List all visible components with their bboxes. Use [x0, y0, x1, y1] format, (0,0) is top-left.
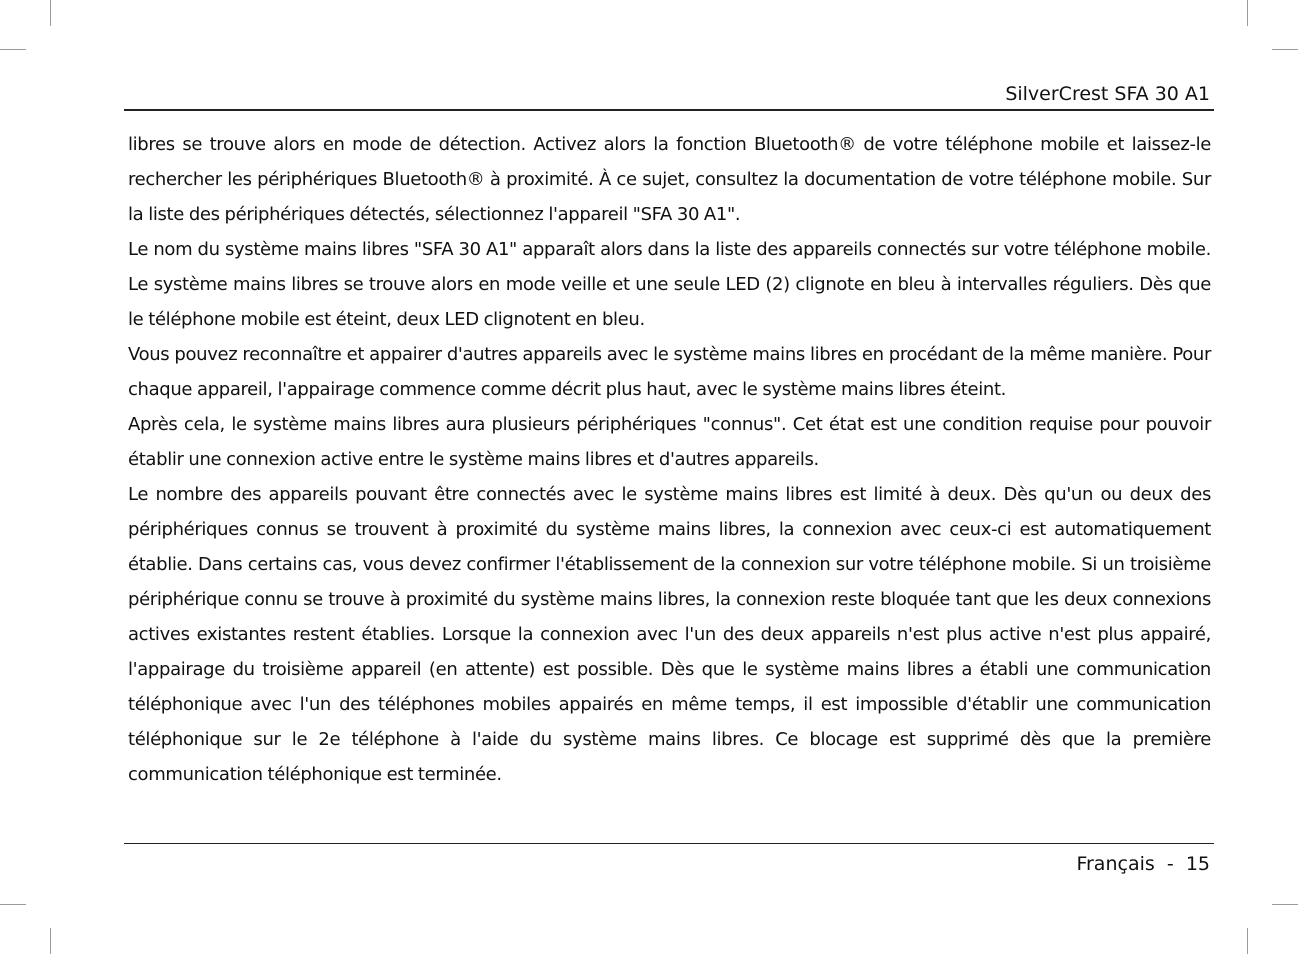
footer-separator: - [1166, 853, 1174, 875]
crop-mark [1247, 0, 1248, 26]
footer-language: Français [1076, 853, 1155, 875]
page-header-title: SilverCrest SFA 30 A1 [1005, 83, 1210, 105]
crop-mark [0, 904, 26, 905]
crop-mark [1272, 904, 1298, 905]
paragraph: Le nombre des appareils pouvant être connectés avec le système mains libres est limité à deux. Dès qu'un ou deux des périphériques connus se trouvent à proximité du système mains libres, la connexion avec ceux-ci est automatiquement établie. Dans certains cas, vous devez confirmer l'établissement de la connexion sur votre téléphone mobile. Si un troisième périphérique connu se trouve à proximité du système mains libres, la connexion reste bloquée tant que les deux connexions actives existantes restent établies. Lorsque la connexion avec l'un des deux appareils n'est plus active n'est plus appairé, l'appairage du troisième appareil (en attente) est possible. Dès que le système mains libres a établi une communication téléphonique avec l'un des téléphones mobiles appairés en même temps, il est impossible d'établir une communication téléphonique sur le 2e téléphone à l'aide du système mains libres. Ce blocage est supprimé dès que la première communication téléphonique est terminée. [128, 484, 1211, 785]
header-rule [124, 109, 1214, 111]
footer-rule [124, 843, 1214, 844]
paragraph: Le nom du système mains libres "SFA 30 A1" apparaît alors dans la liste des appareils connectés sur votre téléphone mobile. Le système mains libres se trouve alors en mode veille et une seule LED (2) clignote en bleu à intervalles réguliers. Dès que le téléphone mobile est éteint, deux LED clignotent en bleu. [128, 239, 1211, 330]
paragraph: libres se trouve alors en mode de détection. Activez alors la fonction Bluetooth® de votre téléphone mobile et laissez-le rechercher les périphériques Bluetooth® à proximité. À ce sujet, consultez la documentation de votre téléphone mobile. Sur la liste des périphériques détectés, sélectionnez l'appareil "SFA 30 A1". [128, 134, 1211, 225]
page-footer [1076, 852, 1210, 876]
paragraph: Après cela, le système mains libres aura plusieurs périphériques "connus". Cet état est une condition requise pour pouvoir établir une connexion active entre le système mains libres et d'autres appareils. [128, 414, 1211, 470]
paragraph: Vous pouvez reconnaître et appairer d'autres appareils avec le système mains libres en procédant de la même manière. Pour chaque appareil, l'appairage commence comme décrit plus haut, avec le système mains libres éteint. [128, 344, 1211, 400]
crop-mark [50, 0, 51, 26]
crop-mark [1272, 49, 1298, 50]
page-body [128, 127, 1211, 792]
crop-mark [1247, 928, 1248, 954]
page-number: 15 [1185, 853, 1210, 875]
crop-mark [0, 49, 26, 50]
crop-mark [50, 928, 51, 954]
